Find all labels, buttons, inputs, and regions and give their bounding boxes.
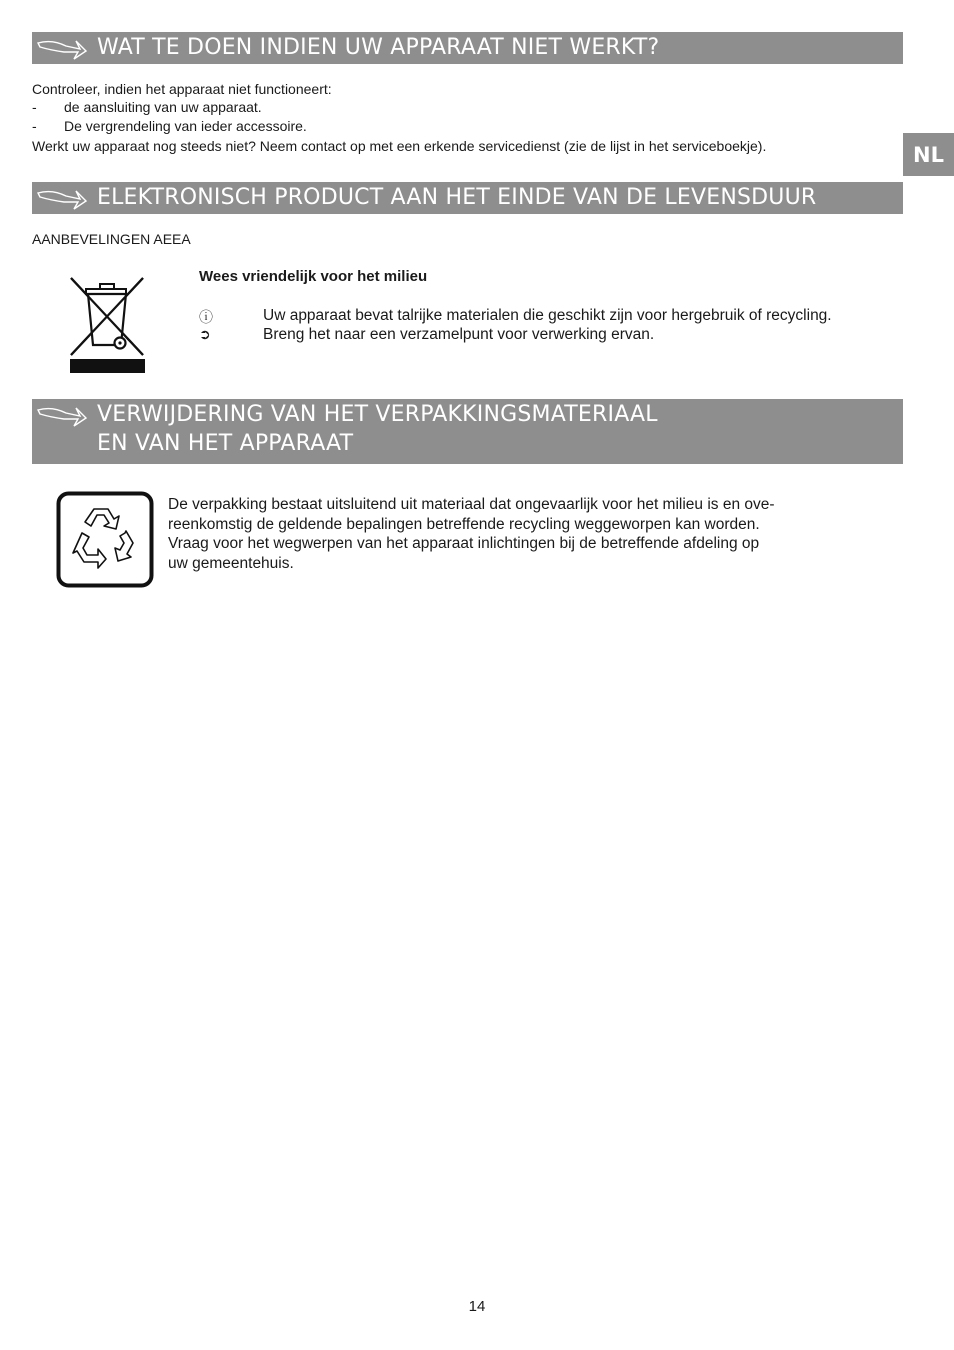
arrow-icon xyxy=(36,187,88,211)
arrow-right-icon: ➲ xyxy=(199,326,211,342)
section-header-weee xyxy=(32,182,903,214)
trouble-outro: Werkt uw apparaat nog steeds niet? Neem contact op met een erkende servicedienst (zie de lijst in het serviceboekje). xyxy=(32,138,767,154)
packaging-paragraph: De verpakking bestaat uitsluitend uit materiaal dat ongevaarlijk voor het milieu is en ove- reenkomstig de geldende bepalingen betreffende recycling weggeworpen kan worden. Vraag voor het wegwerpen van het apparaat inlichtingen bij de betreffende afdeling op uw gemeentehuis. xyxy=(168,496,775,572)
page-number: 14 xyxy=(468,1298,486,1315)
crossed-out-wheelie-bin-icon xyxy=(68,275,146,375)
weee-label: AANBEVELINGEN AEEA xyxy=(32,231,191,247)
section-header-packaging xyxy=(32,399,903,464)
language-tab: NL xyxy=(903,133,954,176)
section-title-line2: EN VAN HET APPARAAT xyxy=(97,431,354,456)
section-title: ELEKTRONISCH PRODUCT AAN HET EINDE VAN DE LEVENSDUUR xyxy=(97,185,817,210)
weee-heading: Wees vriendelijk voor het milieu xyxy=(199,268,428,285)
arrow-icon xyxy=(36,404,88,428)
section-title: WAT TE DOEN INDIEN UW APPARAAT NIET WERKT? xyxy=(97,35,660,60)
arrow-icon xyxy=(36,37,88,61)
section-header-troubleshooting xyxy=(32,32,903,64)
section-title-line1: VERWIJDERING VAN HET VERPAKKINGSMATERIAAL xyxy=(97,402,658,427)
trouble-intro: Controleer, indien het apparaat niet functioneert: xyxy=(32,81,332,97)
info-icon: ⓘ xyxy=(199,309,213,325)
recycle-icon xyxy=(56,491,154,588)
